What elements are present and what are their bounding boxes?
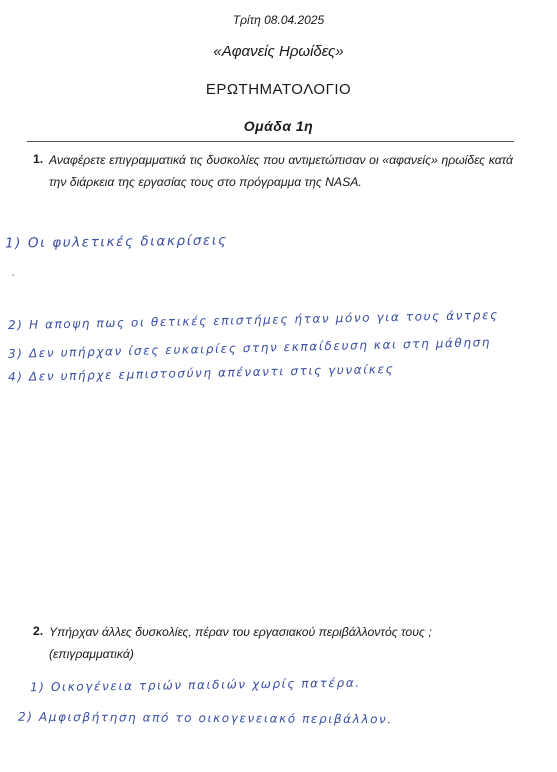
answer-1-item-2: 2) Η αποψη πως οι θετικές επιστήμες ήταν μόνο για τους άντρες (7, 307, 499, 333)
document-title: «Αφανείς Ηρωίδες» (213, 43, 344, 60)
question-1-number: 1. (33, 152, 44, 166)
document-date: Τρίτη 08.04.2025 (232, 13, 325, 27)
answer-2-item-2: 2) Αμφισβήτηση από το οικογενειακό περιβάλλον. (17, 709, 393, 727)
group-label: Ομάδα 1η (243, 118, 314, 134)
document-subtitle: ΕΡΩΤΗΜΑΤΟΛΟΓΙΟ (205, 81, 352, 98)
header-divider (27, 141, 514, 142)
question-2-text: Υπήρχαν άλλες δυσκολίες, πέραν του εργασιακού περιβάλλοντός τους ; (επιγραμματικά) (49, 625, 432, 661)
answer-1-stray-mark: . (12, 268, 16, 279)
question-1-text: Αναφέρετε επιγραμματικά τις δυσκολίες που αντιμετώπισαν οι «αφανείς» ηρωίδες κατά την διάρκεια της εργασίας τους στο πρόγραμμα της NASA. (49, 153, 513, 189)
answer-1-item-3: 3) Δεν υπήρχαν ίσες ευκαιρίες στην εκπαίδευση και στη μάθηση (7, 335, 492, 361)
answer-2-item-1: 1) Οικογένεια τριών παιδιών χωρίς πατέρα. (29, 675, 361, 695)
answer-1-item-4: 4) Δεν υπήρχε εμπιστοσύνη απέναντι στις γυναίκες (7, 361, 395, 385)
question-2-number: 2. (33, 624, 44, 638)
answer-1-item-1: 1) Οι φυλετικές διακρίσεις (4, 232, 228, 252)
